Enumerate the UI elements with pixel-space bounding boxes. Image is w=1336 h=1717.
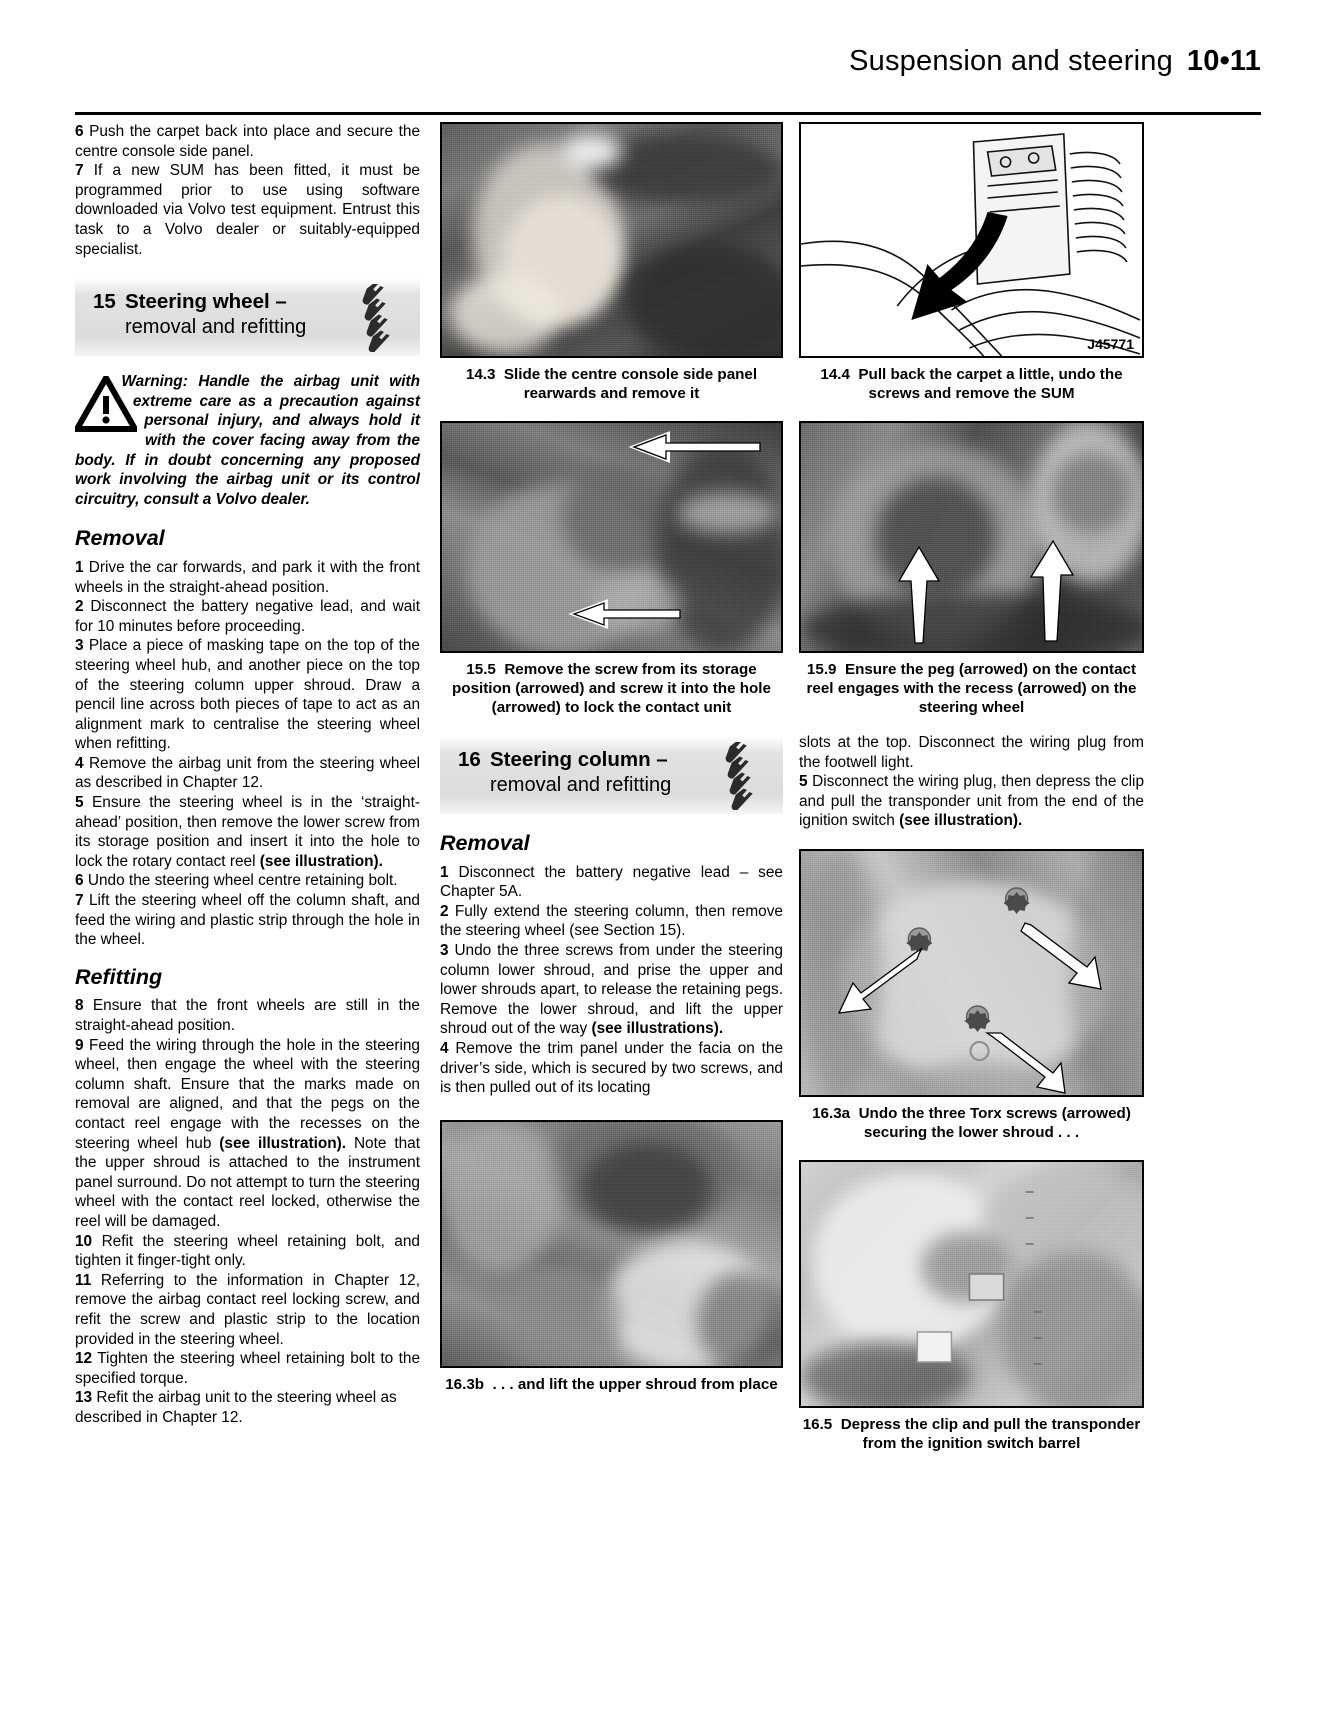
refitting-step-9 bbox=[75, 1036, 420, 1232]
step-number: 5 bbox=[75, 794, 84, 812]
figure-number: 16.5 bbox=[802, 1415, 833, 1433]
step-number: 4 bbox=[440, 1039, 449, 1057]
figure-16-3a-image bbox=[799, 849, 1144, 1097]
section-title: Steering column – bbox=[490, 748, 668, 771]
removal-step-5 bbox=[75, 793, 420, 871]
removal-step-6 bbox=[75, 871, 420, 891]
callout-arrow-icon bbox=[572, 601, 682, 627]
step-number: 4 bbox=[75, 754, 84, 772]
step-number: 6 bbox=[75, 872, 84, 890]
col16-step-2 bbox=[440, 902, 783, 941]
section-subtitle: removal and refitting bbox=[125, 316, 307, 339]
figure-15-5-image bbox=[440, 421, 783, 653]
see-illustration-ref: (see illustration). bbox=[259, 852, 383, 870]
step-text: Lift the steering wheel off the column shaft, and feed the wiring and plastic strip through the hole in the wheel. bbox=[75, 892, 420, 949]
step-text: Feed the wiring through the hole in the steering wheel, then engage the wheel with the steering column shaft. Ensure that the marks made on removal are aligned, and that the pegs on the contact reel engage with the recesses on the steering wheel hub bbox=[75, 1036, 420, 1152]
removal-step-1 bbox=[75, 558, 420, 597]
figure-16-3a-caption bbox=[799, 1104, 1144, 1142]
step-text: Ensure that the front wheels are still in the straight-ahead position. bbox=[75, 997, 420, 1035]
figure-16-3b-image bbox=[440, 1120, 783, 1368]
step-text: Disconnect the battery negative lead – see Chapter 5A. bbox=[440, 863, 783, 901]
figure-14-4-caption bbox=[799, 365, 1144, 403]
step-text: Undo the three screws from under the steering column lower shroud, and prise the upper and lower shrouds apart, to release the retaining pegs. Remove the lower shroud, and lift the upper shroud out of the way bbox=[440, 942, 783, 1038]
figure-caption-text: Remove the screw from its storage position (arrowed) and screw it into the hole (arrowed) to lock the contact unit bbox=[452, 661, 771, 716]
step-number: 12 bbox=[75, 1350, 93, 1368]
refitting-step-12 bbox=[75, 1349, 420, 1388]
removal-step-2 bbox=[75, 597, 420, 636]
removal-step-4 bbox=[75, 754, 420, 793]
section-heading-15 bbox=[75, 277, 420, 356]
section-number: 16 bbox=[458, 748, 481, 771]
step-number: 7 bbox=[75, 162, 84, 180]
figure-16-3b-caption bbox=[440, 1375, 783, 1394]
col16-step-1 bbox=[440, 863, 783, 902]
figure-caption-text: Depress the clip and pull the transponder from the ignition switch barrel bbox=[840, 1415, 1141, 1452]
step-number: 3 bbox=[75, 637, 84, 655]
step-number: 1 bbox=[440, 863, 449, 881]
figure-code-label: J45771 bbox=[1087, 336, 1134, 352]
figure-caption-text: Slide the centre console side panel rearwards and remove it bbox=[503, 366, 758, 402]
step-number: 9 bbox=[75, 1036, 84, 1054]
step-text: Referring to the information in Chapter 12, remove the airbag contact reel locking screw, and refit the screw and plastic strip to the location provided in the steering wheel. bbox=[75, 1271, 420, 1348]
step-text: Refit the steering wheel retaining bolt, and tighten it finger-tight only. bbox=[75, 1232, 420, 1270]
callout-arrow-icon bbox=[1029, 539, 1075, 643]
step-number: 13 bbox=[75, 1389, 93, 1407]
figure-15-9 bbox=[799, 421, 1144, 717]
figure-caption-text: Undo the three Torx screws (arrowed) securing the lower shroud . . . bbox=[858, 1104, 1131, 1141]
section-title: Steering wheel – bbox=[125, 290, 287, 314]
figure-15-9-image bbox=[799, 421, 1144, 653]
section-heading-16 bbox=[440, 735, 783, 814]
figure-number: 16.3a bbox=[812, 1104, 851, 1122]
figure-16-3a bbox=[799, 849, 1144, 1142]
step-number: 2 bbox=[75, 598, 84, 616]
step-number: 1 bbox=[75, 558, 84, 576]
step-text: Place a piece of masking tape on the top of the steering wheel hub, and another piece on the top of the steering column upper shroud. Draw a pencil line across both pieces of tape to act as an alignment mark to centralise the steering wheel when refitting. bbox=[75, 637, 420, 753]
figure-16-5-image bbox=[799, 1160, 1144, 1408]
figure-14-3-caption bbox=[440, 365, 783, 403]
step-number: 7 bbox=[75, 892, 84, 910]
callout-arrow-icon bbox=[897, 545, 943, 645]
step-text: Push the carpet back into place and secure the centre console side panel. bbox=[75, 123, 421, 160]
step-text: Fully extend the steering column, then remove the steering wheel (see Section 15). bbox=[440, 902, 783, 940]
refitting-step-10 bbox=[75, 1232, 420, 1271]
section-number: 15 bbox=[93, 290, 116, 314]
see-illustrations-ref: (see illustrations). bbox=[591, 1020, 724, 1038]
refitting-step-8 bbox=[75, 996, 420, 1035]
warning-text: Handle the airbag unit with extreme care as a precaution against personal injury, and always hold it with the cover facing away from the body. If in doubt concerning any proposed work involving the airbag unit or its control circuitry, consult a Volvo dealer. bbox=[75, 373, 421, 508]
step-text: Drive the car forwards, and park it with the front wheels in the straight-ahead position. bbox=[75, 558, 421, 596]
figure-number: 15.9 bbox=[806, 661, 837, 678]
step-text: Remove the airbag unit from the steering wheel as described in Chapter 12. bbox=[75, 754, 420, 792]
step-text: Refit the airbag unit to the steering wheel as described in Chapter 12. bbox=[75, 1389, 397, 1426]
step-text: Remove the trim panel under the facia on the driver’s side, which is secured by two screws, and is then pulled out of its locating bbox=[440, 1039, 784, 1097]
step-text: Disconnect the wiring plug, then depress the clip and pull the transponder unit from the end of the ignition switch bbox=[799, 773, 1145, 830]
warning-label: Warning: bbox=[121, 373, 188, 391]
figure-15-9-caption bbox=[799, 660, 1144, 717]
step-text: Disconnect the battery negative lead, and wait for 10 minutes before proceeding. bbox=[75, 598, 420, 635]
figure-14-4-image bbox=[799, 122, 1144, 358]
figure-caption-text: Pull back the carpet a little, undo the screws and remove the SUM bbox=[858, 366, 1123, 402]
right-column bbox=[799, 122, 1144, 1453]
figure-15-5-caption bbox=[440, 660, 783, 717]
col16-step-4 bbox=[440, 1039, 783, 1098]
see-illustration-ref: (see illustration). bbox=[899, 812, 1023, 830]
page-title: Suspension and steering bbox=[849, 45, 1173, 77]
callout-arrow-icon bbox=[1019, 911, 1103, 995]
right-continuation-text: slots at the top. Disconnect the wiring plug from the footwell light. bbox=[799, 734, 1144, 771]
col16-step-3 bbox=[440, 941, 783, 1039]
see-illustration-ref: (see illustration). bbox=[219, 1134, 347, 1152]
step-number: 3 bbox=[440, 942, 449, 960]
page-number: 10•11 bbox=[1186, 45, 1261, 77]
refitting-step-11 bbox=[75, 1271, 420, 1349]
paragraph-6 bbox=[75, 122, 420, 161]
callout-arrow-icon bbox=[985, 1029, 1067, 1095]
removal-step-3 bbox=[75, 636, 420, 754]
figure-number: 14.3 bbox=[465, 366, 496, 383]
figure-15-5 bbox=[440, 421, 783, 717]
step-number: 5 bbox=[799, 773, 808, 791]
step-text: Ensure the steering wheel is in the ‘straight-ahead’ position, then remove the lower screw from its storage position and insert it into the hole to lock the rotary contact reel bbox=[75, 794, 421, 870]
step-text: Undo the steering wheel centre retaining bolt. bbox=[87, 872, 398, 890]
figure-caption-text: . . . and lift the upper shroud from place bbox=[492, 1375, 778, 1393]
figure-16-3b bbox=[440, 1120, 783, 1394]
page-header bbox=[75, 45, 1261, 78]
spanner-icon bbox=[358, 284, 412, 352]
figure-14-3 bbox=[440, 122, 783, 403]
header-rule bbox=[75, 112, 1261, 115]
figure-14-4 bbox=[799, 122, 1144, 403]
removal-step-7 bbox=[75, 891, 420, 950]
figure-16-5-caption bbox=[799, 1415, 1144, 1453]
figure-14-3-image bbox=[440, 122, 783, 358]
section-subtitle: removal and refitting bbox=[490, 774, 672, 796]
callout-arrow-icon bbox=[837, 947, 923, 1019]
step-number: 6 bbox=[75, 123, 84, 140]
removal-heading: Removal bbox=[75, 526, 165, 551]
step-text: If a new SUM has been fitted, it must be programmed prior to use using software downloaded via Volvo test equipment. Entrust this task to a Volvo dealer or suitably-equipped specialist. bbox=[75, 162, 420, 258]
step-number: 2 bbox=[440, 902, 449, 920]
figure-16-5 bbox=[799, 1160, 1144, 1453]
right-step-5 bbox=[799, 772, 1144, 831]
figure-number: 15.5 bbox=[466, 661, 496, 678]
paragraph-7 bbox=[75, 161, 420, 259]
middle-column bbox=[440, 122, 783, 1394]
step-text-cont: Note that the upper shroud is attached to the instrument panel surround. Do not attempt to turn the steering wheel with the contact reel locked, otherwise the reel will be damaged. bbox=[75, 1134, 421, 1230]
figure-caption-text: Ensure the peg (arrowed) on the contact reel engages with the recess (arrowed) on the steering wheel bbox=[806, 661, 1137, 716]
callout-arrow-icon bbox=[632, 433, 762, 461]
figure-number: 14.4 bbox=[820, 366, 850, 383]
refitting-heading: Refitting bbox=[75, 964, 163, 989]
left-column bbox=[75, 122, 420, 1428]
refitting-step-13 bbox=[75, 1388, 420, 1427]
step-text: Tighten the steering wheel retaining bolt to the specified torque. bbox=[75, 1350, 421, 1387]
spanner-icon bbox=[721, 742, 775, 810]
warning-block bbox=[75, 372, 420, 509]
figure-number: 16.3b bbox=[445, 1375, 485, 1393]
step-number: 10 bbox=[75, 1232, 93, 1250]
removal-heading-16: Removal bbox=[440, 831, 530, 855]
step-number: 11 bbox=[75, 1271, 92, 1289]
step-number: 8 bbox=[75, 997, 84, 1015]
